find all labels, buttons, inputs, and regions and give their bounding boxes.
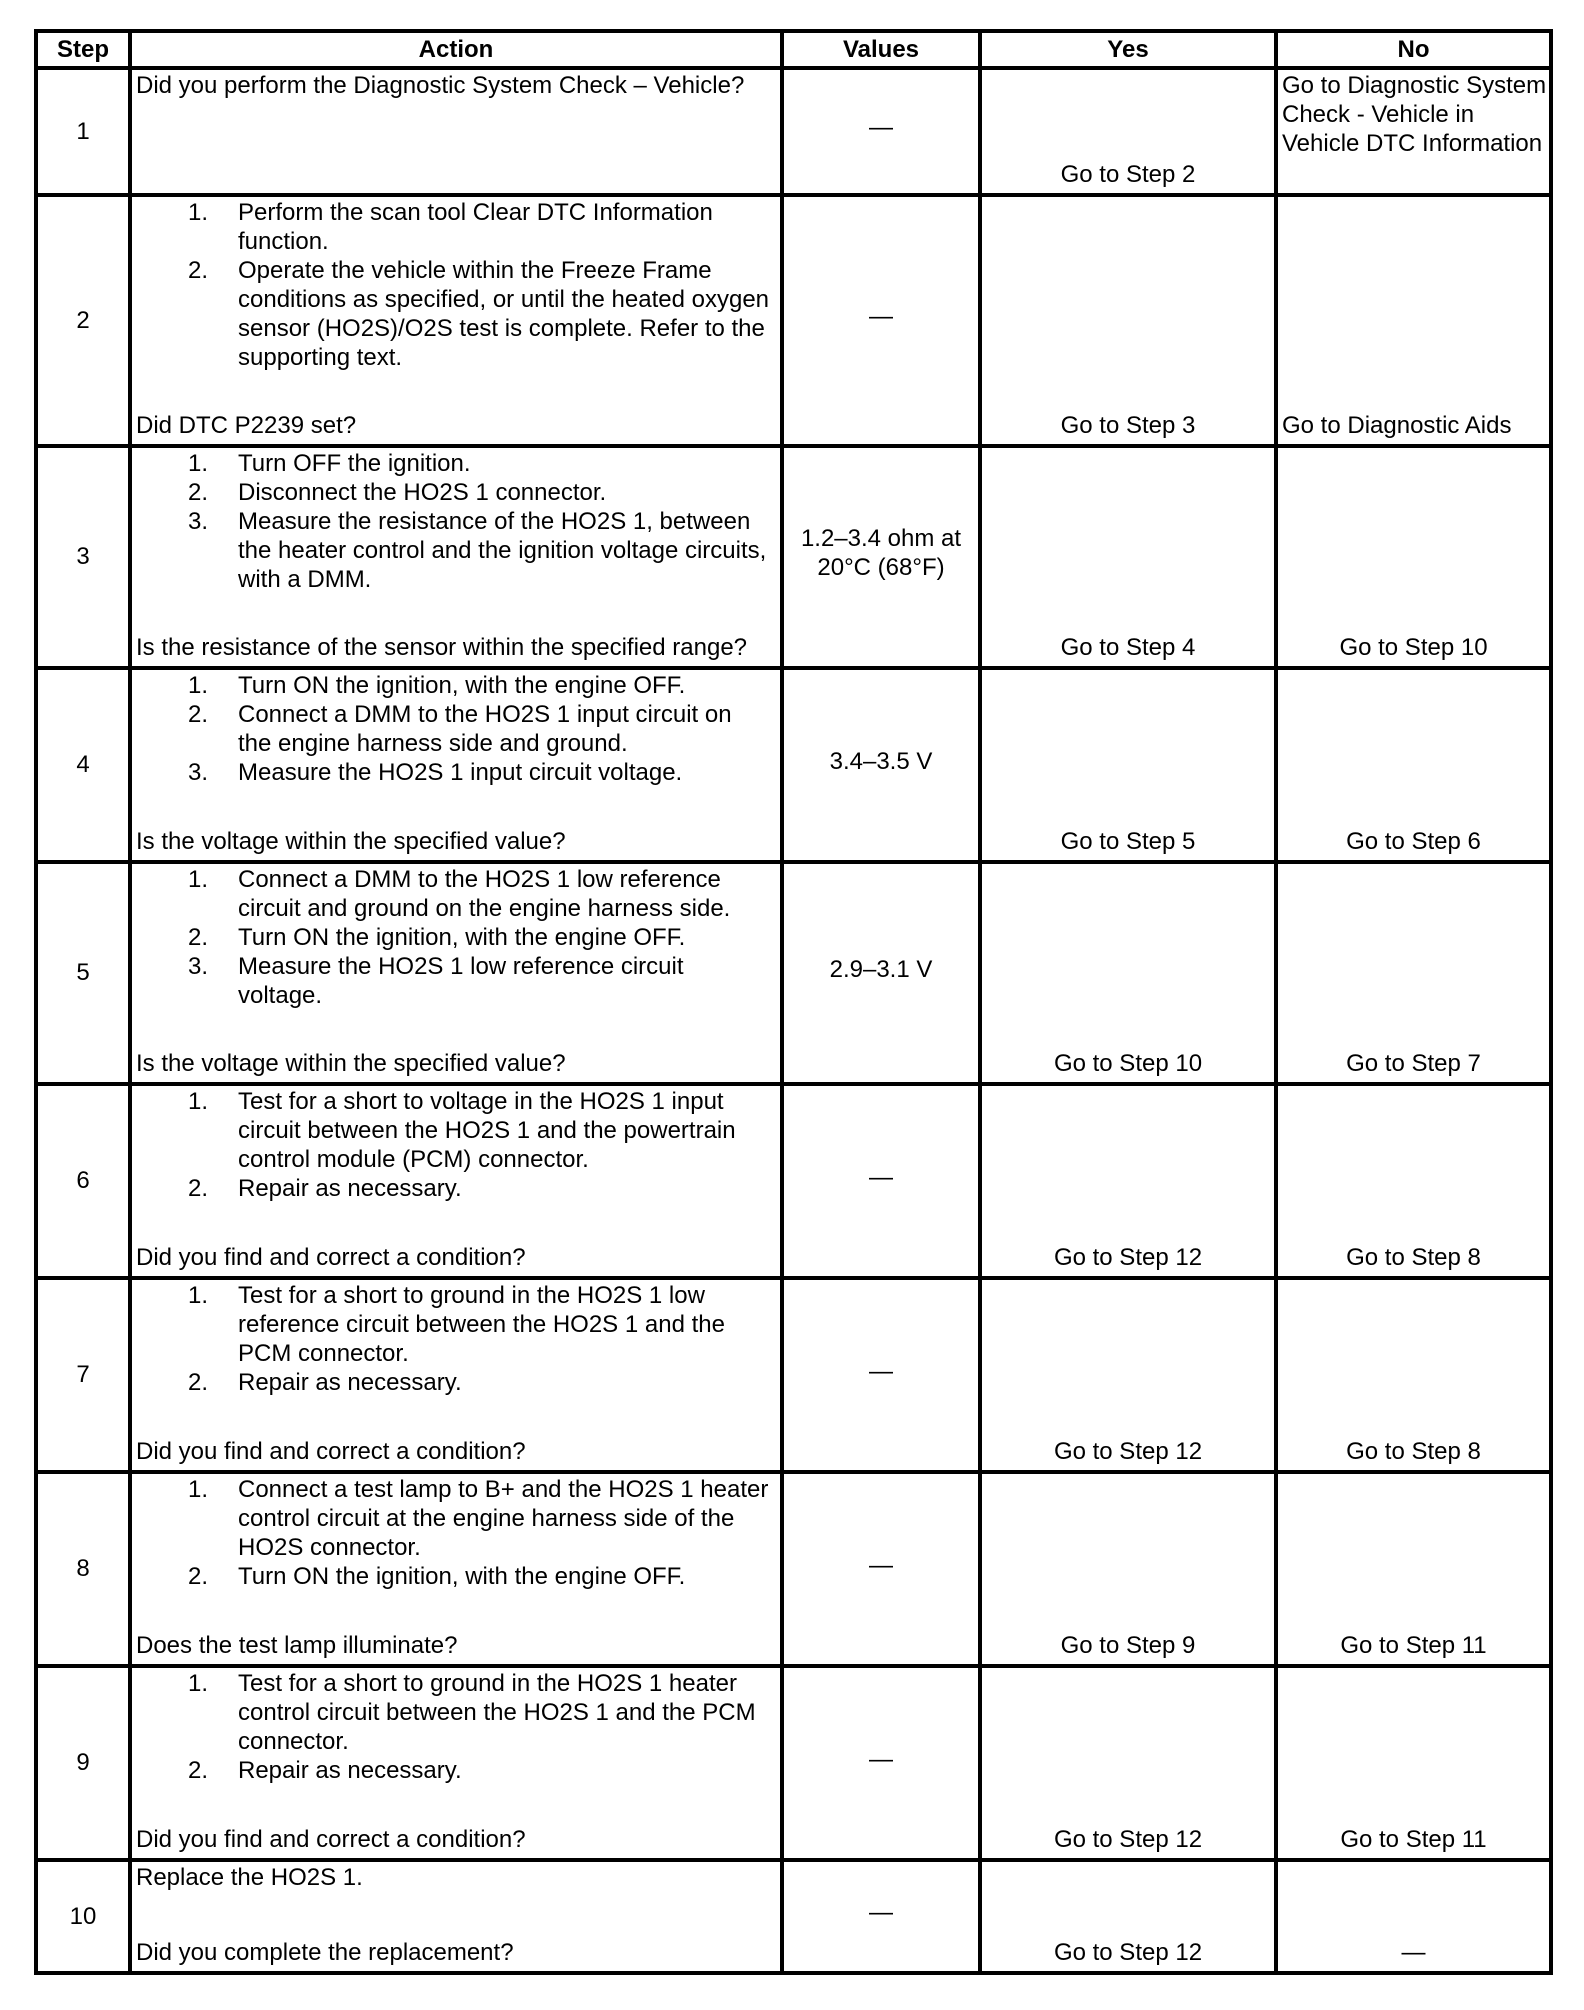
yes-action: Go to Step 3 bbox=[1060, 412, 1196, 439]
action-step bbox=[136, 758, 776, 787]
action-question: Did you find and correct a condition? bbox=[136, 1244, 526, 1271]
action-cell bbox=[130, 1084, 782, 1278]
action-step bbox=[136, 1174, 776, 1203]
header-yes: Yes bbox=[980, 31, 1276, 68]
action-step-text: Turn OFF the ignition. bbox=[238, 450, 471, 477]
values-text: 1.2–3.4 ohm at 20°C (68°F) bbox=[800, 525, 962, 581]
no-cell bbox=[1276, 1860, 1551, 1973]
yes-cell-inner bbox=[982, 1862, 1274, 1971]
action-step bbox=[136, 1087, 776, 1174]
yes-cell bbox=[980, 862, 1276, 1084]
action-step-number: 2. bbox=[188, 479, 209, 506]
action-question: Is the resistance of the sensor within the specified range? bbox=[136, 634, 748, 661]
no-action: Go to Step 11 bbox=[1340, 1826, 1487, 1853]
no-cell bbox=[1276, 1666, 1551, 1860]
action-step-text: Test for a short to voltage in the HO2S 1 input circuit between the HO2S 1 and the powertrain control module (PCM) connector. bbox=[238, 1088, 736, 1173]
action-step-number: 2. bbox=[188, 257, 209, 284]
action-content bbox=[132, 197, 780, 444]
action-step-text: Connect a DMM to the HO2S 1 low reference circuit and ground on the engine harness side. bbox=[238, 866, 731, 922]
values-cell bbox=[782, 195, 980, 446]
yes-cell-inner bbox=[982, 197, 1274, 444]
action-step-text: Disconnect the HO2S 1 connector. bbox=[238, 479, 607, 506]
action-question: Is the voltage within the specified value? bbox=[136, 828, 566, 855]
step-number: 7 bbox=[76, 1361, 90, 1388]
yes-cell-inner bbox=[982, 1280, 1274, 1470]
action-step bbox=[136, 1756, 776, 1785]
no-cell bbox=[1276, 862, 1551, 1084]
no-action: Go to Step 7 bbox=[1346, 1050, 1481, 1077]
action-cell bbox=[130, 446, 782, 668]
no-action: Go to Step 6 bbox=[1346, 828, 1481, 855]
yes-action: Go to Step 12 bbox=[1053, 1244, 1203, 1271]
step-cell bbox=[36, 1666, 130, 1860]
action-step-text: Turn ON the ignition, with the engine OFF. bbox=[238, 1563, 686, 1590]
no-cell-inner bbox=[1278, 448, 1549, 666]
action-step-number: 1. bbox=[188, 866, 209, 893]
values-cell-inner bbox=[784, 448, 978, 666]
yes-action: Go to Step 9 bbox=[1060, 1632, 1196, 1659]
action-step bbox=[136, 952, 776, 1010]
step-number: 3 bbox=[76, 543, 90, 570]
yes-action: Go to Step 2 bbox=[1060, 161, 1196, 188]
values-cell-inner bbox=[784, 1474, 978, 1664]
action-step-number: 2. bbox=[188, 1563, 209, 1590]
action-cell bbox=[130, 862, 782, 1084]
yes-action: Go to Step 5 bbox=[1060, 828, 1196, 855]
yes-action: Go to Step 10 bbox=[1053, 1050, 1203, 1077]
action-steps-list bbox=[136, 865, 776, 1010]
diagnostic-table bbox=[34, 29, 1553, 1975]
no-action: Go to Step 10 bbox=[1339, 634, 1488, 661]
values-cell-inner bbox=[784, 1862, 978, 1971]
no-action: Go to Step 8 bbox=[1346, 1244, 1481, 1271]
yes-cell bbox=[980, 1472, 1276, 1666]
no-cell-inner bbox=[1278, 670, 1549, 860]
step-number: 1 bbox=[76, 118, 90, 145]
step-number: 5 bbox=[76, 959, 90, 986]
values-text: — bbox=[869, 1746, 893, 1773]
step-number: 6 bbox=[76, 1167, 90, 1194]
step-cell-inner bbox=[38, 864, 128, 1082]
action-question: Did you find and correct a condition? bbox=[136, 1826, 526, 1853]
action-cell bbox=[130, 1666, 782, 1860]
action-content bbox=[132, 670, 780, 860]
no-cell-inner bbox=[1278, 864, 1549, 1082]
values-cell-inner bbox=[784, 70, 978, 193]
yes-cell-inner bbox=[982, 70, 1274, 193]
step-number: 10 bbox=[69, 1903, 97, 1930]
values-text: — bbox=[869, 303, 893, 330]
table-row bbox=[36, 668, 1551, 862]
no-cell-inner bbox=[1278, 70, 1549, 193]
no-cell bbox=[1276, 446, 1551, 668]
step-cell bbox=[36, 1860, 130, 1973]
action-step bbox=[136, 256, 776, 372]
action-cell bbox=[130, 1472, 782, 1666]
yes-cell bbox=[980, 668, 1276, 862]
action-step-text: Measure the resistance of the HO2S 1, between the heater control and the ignition voltage circuits, with a DMM. bbox=[238, 508, 767, 593]
step-cell-inner bbox=[38, 70, 128, 193]
yes-action: Go to Step 12 bbox=[1053, 1826, 1203, 1853]
no-cell-inner bbox=[1278, 1862, 1549, 1971]
step-cell bbox=[36, 862, 130, 1084]
no-action: — bbox=[1401, 1939, 1426, 1966]
step-cell bbox=[36, 195, 130, 446]
yes-action: Go to Step 4 bbox=[1060, 634, 1196, 661]
yes-cell bbox=[980, 446, 1276, 668]
step-cell-inner bbox=[38, 1862, 128, 1971]
action-step bbox=[136, 507, 776, 594]
step-cell-inner bbox=[38, 670, 128, 860]
header-row bbox=[36, 31, 1551, 68]
no-cell bbox=[1276, 1472, 1551, 1666]
action-step-number: 1. bbox=[188, 1476, 209, 1503]
yes-cell-inner bbox=[982, 448, 1274, 666]
header-action: Action bbox=[130, 31, 782, 68]
action-steps-list bbox=[136, 449, 776, 594]
step-cell bbox=[36, 1278, 130, 1472]
yes-action: Go to Step 12 bbox=[1053, 1438, 1203, 1465]
yes-cell-inner bbox=[982, 864, 1274, 1082]
values-text: — bbox=[869, 114, 893, 141]
action-step-number: 1. bbox=[188, 1088, 209, 1115]
action-content bbox=[132, 1086, 780, 1276]
table-row bbox=[36, 862, 1551, 1084]
action-step-number: 2. bbox=[188, 701, 209, 728]
action-step-text: Perform the scan tool Clear DTC Information function. bbox=[238, 199, 713, 255]
action-step-number: 1. bbox=[188, 1670, 209, 1697]
no-cell bbox=[1276, 195, 1551, 446]
action-step bbox=[136, 1562, 776, 1591]
step-cell-inner bbox=[38, 1474, 128, 1664]
action-step bbox=[136, 1475, 776, 1562]
action-step-text: Operate the vehicle within the Freeze Frame conditions as specified, or until the heated oxygen sensor (HO2S)/O2S test is complete. Refer to the supporting text. bbox=[238, 257, 770, 371]
table-row bbox=[36, 68, 1551, 195]
values-cell-inner bbox=[784, 1280, 978, 1470]
no-cell-inner bbox=[1278, 1668, 1549, 1858]
action-step bbox=[136, 923, 776, 952]
action-step-text: Connect a DMM to the HO2S 1 input circuit on the engine harness side and ground. bbox=[238, 701, 732, 757]
no-cell bbox=[1276, 68, 1551, 195]
action-step-number: 3. bbox=[188, 759, 209, 786]
action-steps-list bbox=[136, 198, 776, 372]
action-step-text: Turn ON the ignition, with the engine OFF. bbox=[238, 924, 686, 951]
yes-cell-inner bbox=[982, 1086, 1274, 1276]
yes-cell bbox=[980, 68, 1276, 195]
values-cell bbox=[782, 446, 980, 668]
step-number: 4 bbox=[76, 751, 90, 778]
table-row bbox=[36, 1860, 1551, 1973]
action-step bbox=[136, 700, 776, 758]
no-cell bbox=[1276, 668, 1551, 862]
no-cell-inner bbox=[1278, 1474, 1549, 1664]
action-step-number: 3. bbox=[188, 953, 209, 980]
yes-cell bbox=[980, 195, 1276, 446]
yes-cell-inner bbox=[982, 1474, 1274, 1664]
no-cell-inner bbox=[1278, 1086, 1549, 1276]
step-number: 8 bbox=[76, 1555, 90, 1582]
no-action: Go to Diagnostic Aids bbox=[1282, 412, 1512, 439]
action-step-number: 1. bbox=[188, 1282, 209, 1309]
values-cell-inner bbox=[784, 1668, 978, 1858]
action-step-text: Repair as necessary. bbox=[238, 1369, 462, 1396]
action-content bbox=[132, 864, 780, 1082]
values-cell bbox=[782, 1860, 980, 1973]
action-question: Did you find and correct a condition? bbox=[136, 1438, 526, 1465]
table-row bbox=[36, 1084, 1551, 1278]
action-step bbox=[136, 449, 776, 478]
action-step bbox=[136, 671, 776, 700]
action-cell bbox=[130, 68, 782, 195]
yes-cell bbox=[980, 1666, 1276, 1860]
no-cell bbox=[1276, 1278, 1551, 1472]
no-cell bbox=[1276, 1084, 1551, 1278]
action-step bbox=[136, 478, 776, 507]
action-content bbox=[132, 1280, 780, 1470]
step-cell bbox=[36, 668, 130, 862]
action-step-text: Turn ON the ignition, with the engine OFF. bbox=[238, 672, 686, 699]
action-content bbox=[132, 1862, 780, 1971]
values-cell bbox=[782, 1084, 980, 1278]
step-cell bbox=[36, 68, 130, 195]
action-question: Is the voltage within the specified value? bbox=[136, 1050, 566, 1077]
values-cell-inner bbox=[784, 864, 978, 1082]
action-question: Did you complete the replacement? bbox=[136, 1939, 514, 1966]
action-cell bbox=[130, 668, 782, 862]
action-step bbox=[136, 1368, 776, 1397]
values-text: — bbox=[869, 1552, 893, 1579]
header-no: No bbox=[1276, 31, 1551, 68]
action-step-text: Measure the HO2S 1 low reference circuit voltage. bbox=[238, 953, 684, 1009]
action-content bbox=[132, 1668, 780, 1858]
table-row bbox=[36, 1472, 1551, 1666]
values-text: — bbox=[869, 1899, 893, 1926]
step-cell bbox=[36, 1084, 130, 1278]
action-step-number: 2. bbox=[188, 1175, 209, 1202]
action-step-text: Measure the HO2S 1 input circuit voltage. bbox=[238, 759, 683, 786]
values-text: 2.9–3.1 V bbox=[829, 956, 933, 983]
step-number: 9 bbox=[76, 1749, 90, 1776]
action-cell bbox=[130, 1278, 782, 1472]
values-cell-inner bbox=[784, 670, 978, 860]
action-steps-list bbox=[136, 1669, 776, 1785]
values-text: — bbox=[869, 1358, 893, 1385]
step-cell-inner bbox=[38, 1086, 128, 1276]
values-cell-inner bbox=[784, 197, 978, 444]
table-row bbox=[36, 1666, 1551, 1860]
step-cell-inner bbox=[38, 197, 128, 444]
values-cell bbox=[782, 1278, 980, 1472]
values-text: — bbox=[869, 1164, 893, 1191]
values-cell bbox=[782, 1472, 980, 1666]
values-text: 3.4–3.5 V bbox=[829, 748, 933, 775]
action-content bbox=[132, 448, 780, 666]
action-step bbox=[136, 865, 776, 923]
step-number: 2 bbox=[76, 307, 90, 334]
action-cell bbox=[130, 1860, 782, 1973]
yes-cell bbox=[980, 1278, 1276, 1472]
action-steps-list bbox=[136, 1475, 776, 1591]
table-row bbox=[36, 1278, 1551, 1472]
table-row bbox=[36, 446, 1551, 668]
action-step-text: Repair as necessary. bbox=[238, 1175, 462, 1202]
action-step-number: 1. bbox=[188, 450, 209, 477]
values-cell bbox=[782, 68, 980, 195]
action-step-number: 3. bbox=[188, 508, 209, 535]
step-cell-inner bbox=[38, 1668, 128, 1858]
no-action: Go to Step 11 bbox=[1340, 1632, 1487, 1659]
action-content bbox=[132, 1474, 780, 1664]
step-cell bbox=[36, 1472, 130, 1666]
action-step-number: 1. bbox=[188, 199, 209, 226]
action-step-text: Test for a short to ground in the HO2S 1 low reference circuit between the HO2S 1 and the PCM connector. bbox=[238, 1282, 725, 1367]
action-lead: Did you perform the Diagnostic System Check – Vehicle? bbox=[136, 72, 745, 99]
action-step-number: 2. bbox=[188, 1757, 209, 1784]
yes-cell-inner bbox=[982, 670, 1274, 860]
action-steps-list bbox=[136, 1087, 776, 1203]
action-content bbox=[132, 70, 780, 193]
no-action: Go to Diagnostic System Check - Vehicle in Vehicle DTC Information bbox=[1282, 72, 1547, 157]
yes-action: Go to Step 12 bbox=[1053, 1939, 1203, 1966]
step-cell bbox=[36, 446, 130, 668]
no-cell-inner bbox=[1278, 197, 1549, 444]
step-cell-inner bbox=[38, 1280, 128, 1470]
values-cell bbox=[782, 668, 980, 862]
header-values: Values bbox=[782, 31, 980, 68]
action-question: Did DTC P2239 set? bbox=[136, 412, 357, 439]
action-lead: Replace the HO2S 1. bbox=[136, 1864, 363, 1891]
action-step bbox=[136, 198, 776, 256]
action-question: Does the test lamp illuminate? bbox=[136, 1632, 458, 1659]
action-step-number: 2. bbox=[188, 1369, 209, 1396]
yes-cell bbox=[980, 1084, 1276, 1278]
values-cell bbox=[782, 1666, 980, 1860]
header-step: Step bbox=[36, 31, 130, 68]
action-step bbox=[136, 1669, 776, 1756]
no-cell-inner bbox=[1278, 1280, 1549, 1470]
action-step-number: 1. bbox=[188, 672, 209, 699]
yes-cell-inner bbox=[982, 1668, 1274, 1858]
table-row bbox=[36, 195, 1551, 446]
values-cell-inner bbox=[784, 1086, 978, 1276]
yes-cell bbox=[980, 1860, 1276, 1973]
action-step-text: Connect a test lamp to B+ and the HO2S 1 heater control circuit at the engine harness side of the HO2S connector. bbox=[238, 1476, 769, 1561]
action-steps-list bbox=[136, 671, 776, 787]
action-step bbox=[136, 1281, 776, 1368]
action-step-number: 2. bbox=[188, 924, 209, 951]
no-action: Go to Step 8 bbox=[1346, 1438, 1481, 1465]
step-cell-inner bbox=[38, 448, 128, 666]
action-steps-list bbox=[136, 1281, 776, 1397]
action-cell bbox=[130, 195, 782, 446]
action-step-text: Test for a short to ground in the HO2S 1 heater control circuit between the HO2S 1 and the PCM connector. bbox=[238, 1670, 756, 1755]
action-step-text: Repair as necessary. bbox=[238, 1757, 462, 1784]
values-cell bbox=[782, 862, 980, 1084]
